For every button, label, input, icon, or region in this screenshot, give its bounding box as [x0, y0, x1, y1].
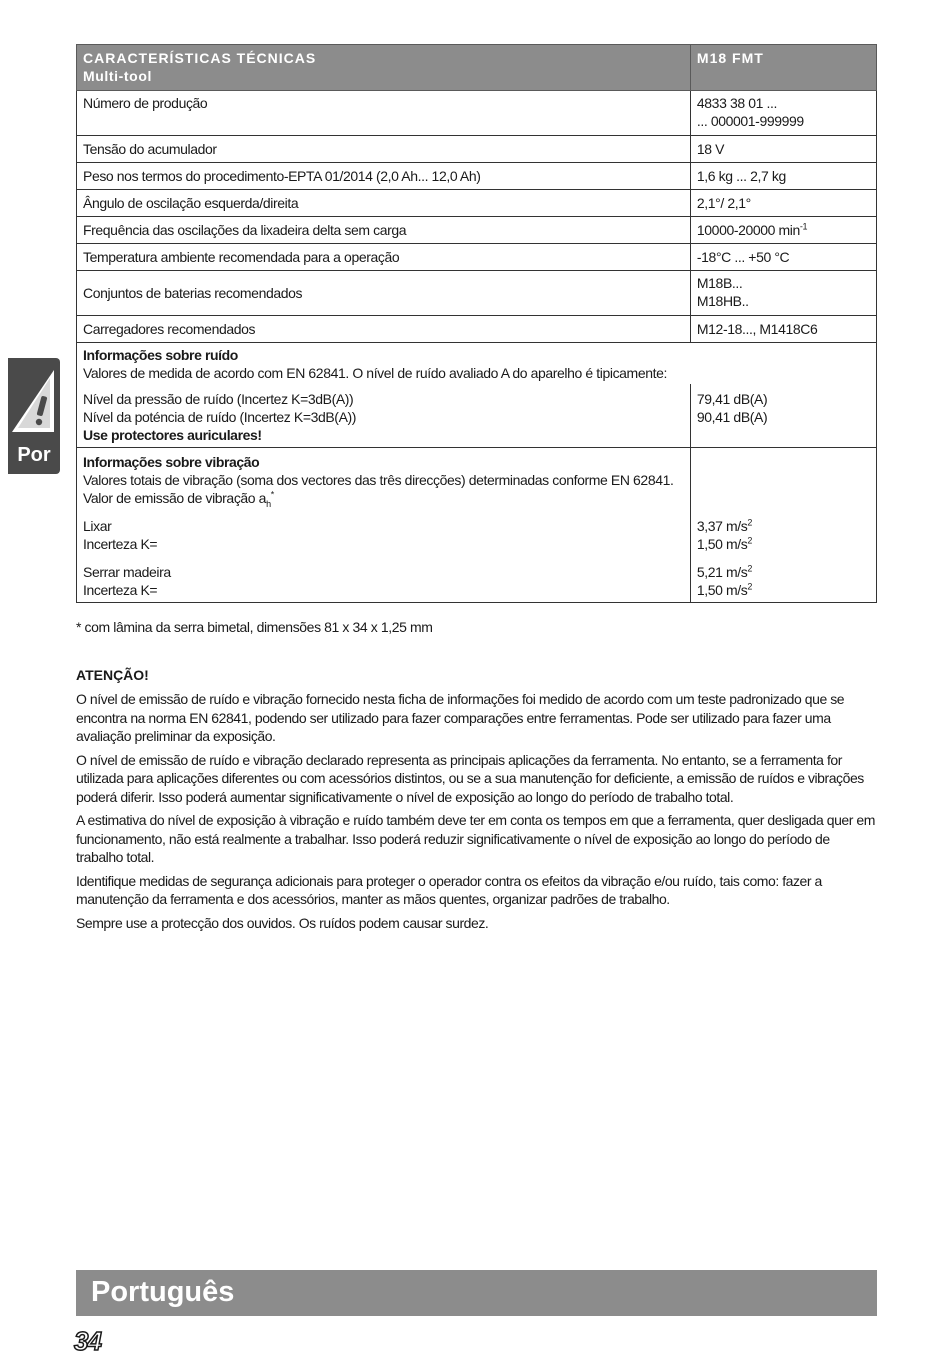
- row-value: M18B... M18HB..: [690, 271, 876, 316]
- table-row: [77, 163, 877, 190]
- row-value: 10000-20000 $\min^{-1}$: [690, 217, 876, 244]
- row-label: Ângulo de oscilação esquerda/direita: [77, 190, 691, 217]
- warning-triangle-icon: [10, 366, 58, 436]
- attention-paragraph: Sempre use a protecção dos ouvidos. Os ruídos podem causar surdez.: [76, 914, 489, 931]
- table-row: [77, 217, 877, 244]
- noise-labels: [77, 384, 691, 448]
- noise-power-label: Nível da poténcia de ruído (Incertez K=3dB(A)): [83, 409, 357, 425]
- technical-specs-table: [76, 44, 877, 603]
- noise-title: Informações sobre ruído: [83, 347, 238, 363]
- row-value: M12-18..., M1418C6: [690, 316, 876, 343]
- table-row: [77, 244, 877, 271]
- vibration-values: [690, 448, 876, 603]
- row-label: Frequência das oscilações da lixadeira delta sem carga: [77, 217, 691, 244]
- sanding-uncertainty-value: 1,50 $m/s^2$: [696, 535, 753, 552]
- attention-paragraphs: [76, 690, 876, 937]
- vibration-intro: Valores totais de vibração (soma dos vectores das três direcções) determinadas conforme EN 62841.: [83, 472, 674, 488]
- noise-values-row: [77, 384, 877, 448]
- sanding-value: 3,37 $m/s^2$: [696, 517, 753, 534]
- attention-paragraph: A estimativa do nível de exposição à vibração e ruído também deve ter em conta os tempos em que a ferramenta, quer desligada quer em funcionamento, não está realmente a trabalhar. Isso poderá reduzir significativamente o nível de exposição ao longo do período de trabalho total.: [76, 812, 875, 865]
- table-row: [77, 316, 877, 343]
- noise-intro: Valores de medida de acordo com EN 62841. O nível de ruído avaliado A do aparelho é tipicamente:: [83, 365, 667, 381]
- noise-intro-cell: [77, 343, 877, 385]
- ear-protection-warning: Use protectores auriculares!: [83, 427, 262, 443]
- sawing-uncertainty-label: Incerteza K=: [83, 582, 158, 598]
- language-side-tab: [8, 358, 60, 474]
- table-row: [77, 190, 877, 217]
- sanding-label: Lixar: [83, 518, 112, 534]
- noise-values: [690, 384, 876, 448]
- sawing-value: 5,21 $m/s^2$: [696, 563, 753, 580]
- noise-pressure-value: 79,41 dB(A): [696, 391, 768, 407]
- footer-bar: [76, 1270, 877, 1316]
- noise-power-value: 90,41 dB(A): [696, 409, 768, 425]
- row-value: 4833 38 01 ... ... 000001-999999: [690, 91, 876, 136]
- row-value: 18 V: [690, 136, 876, 163]
- row-label: Peso nos termos do procedimento-EPTA 01/2014 (2,0 Ah... 12,0 Ah): [77, 163, 691, 190]
- row-value: -18°C ... +50 °C: [690, 244, 876, 271]
- attention-title: ATENÇÃO!: [76, 667, 149, 683]
- attention-paragraph: O nível de emissão de ruído e vibração fornecido nesta ficha de informações foi medido de acordo com um teste padronizado que se encontra na norma EN 62841, podendo ser utilizado para fazer comparações entre ferramentas. Pode ser utilizado para fazer uma avaliação preliminar da exposição.: [76, 691, 845, 744]
- footnote: * com lâmina da serra bimetal, dimensões 81 x 34 x 1,25 mm: [76, 619, 433, 635]
- sawing-label: Serrar madeira: [83, 564, 171, 580]
- attention-paragraph: O nível de emissão de ruído e vibração declarado representa as principais aplicações da ferramenta. No entanto, se a ferramenta for utilizada para aplicações diferentes ou com acessórios distintos, ou se a sua manutenção for deficiente, a emissão de ruídos e vibrações poderá diferir. Isso poderá aumentar significativamente o nível de exposição ao longo do período de trabalho total.: [76, 751, 864, 805]
- sawing-uncertainty-value: 1,50 $m/s^2$: [696, 581, 753, 598]
- row-label: Número de produção: [77, 91, 691, 136]
- row-value: 2,1°/ 2,1°: [690, 190, 876, 217]
- vibration-labels: [77, 448, 691, 603]
- vibration-emission-label: Valor de emissão de vibração $a_h^*$: [83, 489, 274, 509]
- row-label: Conjuntos de baterias recomendados: [77, 271, 691, 316]
- table-header: [77, 45, 877, 91]
- noise-pressure-label: Nível da pressão de ruído (Incertez K=3dB(A)): [83, 391, 354, 407]
- row-label: Tensão do acumulador: [77, 136, 691, 163]
- header-model: M18 FMT: [690, 45, 876, 91]
- language-label: Por: [17, 444, 51, 466]
- sanding-uncertainty-label: Incerteza K=: [83, 536, 158, 552]
- attention-paragraph: Identifique medidas de segurança adicionais para proteger o operador contra os efeitos da vibração e/ou ruído, tais como: fazer a manutenção da ferramenta e dos acessórios, manter as mãos quentes, organizar padrões de trabalho.: [76, 872, 822, 907]
- row-label: Temperatura ambiente recomendada para a operação: [77, 244, 691, 271]
- footer-language-title: Português: [91, 1276, 235, 1308]
- header-title: CARACTERÍSTICAS TÉCNICAS: [83, 50, 317, 66]
- row-label: Carregadores recomendados: [77, 316, 691, 343]
- table-row: [77, 136, 877, 163]
- page-number: 34: [74, 1326, 101, 1356]
- noise-section-header: [77, 343, 877, 385]
- vibration-section: [77, 448, 877, 603]
- row-value: 1,6 kg ... 2,7 kg: [690, 163, 876, 190]
- table-row: [77, 271, 877, 316]
- header-subtitle: Multi-tool: [83, 68, 152, 84]
- header-title-cell: [77, 45, 691, 91]
- table-row: [77, 91, 877, 136]
- vibration-title: Informações sobre vibração: [83, 454, 260, 470]
